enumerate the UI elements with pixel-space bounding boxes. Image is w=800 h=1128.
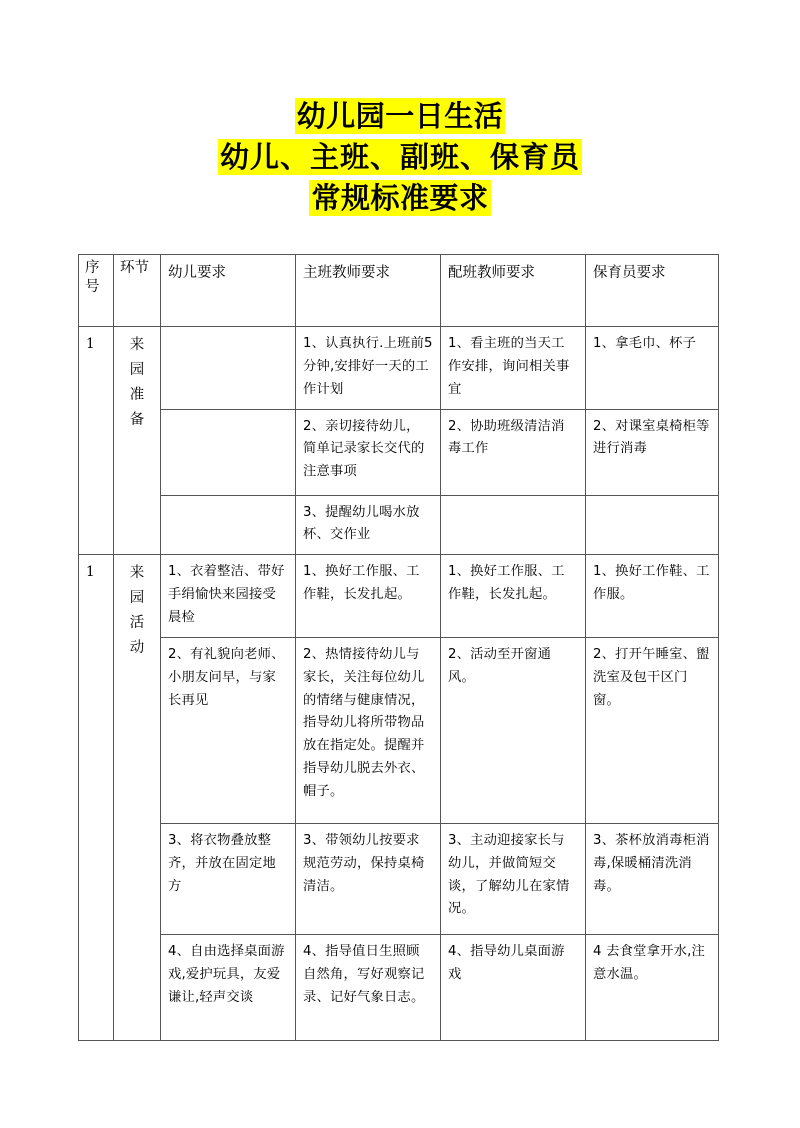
- table-row: [79, 409, 719, 495]
- table-row: [79, 637, 719, 823]
- title-line-2-text: 幼儿、主班、副班、保育员: [219, 140, 580, 175]
- title-line-1-text: 幼儿园一日生活: [296, 99, 504, 133]
- cell-main-teacher: 2、热情接待幼儿与家长，关注每位幼儿的情绪与健康情况，指导幼儿将所带物品放在指定处。提醒并指导幼儿脱去外衣、帽子。: [296, 637, 441, 823]
- column-header-seq: 序号: [79, 255, 114, 327]
- section-seq-cell: 1: [79, 555, 114, 1041]
- cell-child: 2、有礼貌向老师、小朋友问早，与家长再见: [161, 637, 296, 823]
- section-stage-label: 来园准备: [129, 337, 145, 428]
- cell-assistant-teacher: 1、换好工作服、工作鞋，长发扎起。: [441, 555, 586, 638]
- document-title: [0, 0, 800, 220]
- cell-main-teacher: 4、指导值日生照顾自然角，写好观察记录、记好气象日志。: [296, 934, 441, 1040]
- cell-main-teacher: 3、带领幼儿按要求规范劳动，保持桌椅清洁。: [296, 823, 441, 934]
- cell-main-teacher: 3、提醒幼儿喝水放杯、交作业: [296, 495, 441, 555]
- cell-main-teacher: 1、认真执行.上班前5 分钟,安排好一天的工作计划: [296, 327, 441, 410]
- section-seq-cell: 1: [79, 327, 114, 555]
- column-header-main-teacher: 主班教师要求: [296, 255, 441, 327]
- routine-standards-table: [78, 254, 719, 1041]
- cell-assistant-teacher: [441, 495, 586, 555]
- cell-main-teacher: 1、换好工作服、工作鞋，长发扎起。: [296, 555, 441, 638]
- title-line-2: [0, 137, 800, 178]
- section-stage-cell: [114, 555, 161, 1041]
- cell-main-teacher: 2、亲切接待幼儿，简单记录家长交代的注意事项: [296, 409, 441, 495]
- table-row: [79, 555, 719, 638]
- cell-nurse: 2、打开午睡室、盥洗室及包干区门窗。: [586, 637, 719, 823]
- table-header-row: [79, 255, 719, 327]
- cell-nurse: 1、换好工作鞋、工作服。: [586, 555, 719, 638]
- cell-child: 3、将衣物叠放整齐，并放在固定地方: [161, 823, 296, 934]
- cell-nurse: 3、茶杯放消毒柜消毒,保暖桶清洗消毒。: [586, 823, 719, 934]
- title-line-1: [0, 96, 800, 137]
- section-stage-cell: [114, 327, 161, 555]
- cell-assistant-teacher: 3、主动迎接家长与幼儿，并做简短交谈，了解幼儿在家情况。: [441, 823, 586, 934]
- title-line-3-text: 常规标准要求: [311, 181, 489, 216]
- cell-child: [161, 495, 296, 555]
- column-header-nurse: 保育员要求: [586, 255, 719, 327]
- cell-nurse: [586, 495, 719, 555]
- table-row: [79, 327, 719, 410]
- routine-standards-table-wrapper: [78, 254, 718, 1041]
- title-line-3: [0, 178, 800, 219]
- table-row: [79, 934, 719, 1040]
- cell-assistant-teacher: 2、协助班级清洁消毒工作: [441, 409, 586, 495]
- table-row: [79, 823, 719, 934]
- cell-nurse: 4 去食堂拿开水,注意水温。: [586, 934, 719, 1040]
- cell-assistant-teacher: 2、活动至开窗通风。: [441, 637, 586, 823]
- cell-child: 4、自由选择桌面游戏,爱护玩具，友爱谦让,轻声交谈: [161, 934, 296, 1040]
- cell-nurse: 1、拿毛巾、杯子: [586, 327, 719, 410]
- cell-assistant-teacher: 1、看主班的当天工作安排，询问相关事宜: [441, 327, 586, 410]
- column-header-child: 幼儿要求: [161, 255, 296, 327]
- cell-child: 1、衣着整洁、带好手绢愉快来园接受晨检: [161, 555, 296, 638]
- section-stage-label: 来园活动: [129, 565, 145, 657]
- cell-child: [161, 327, 296, 410]
- cell-nurse: 2、对课室桌椅柜等进行消毒: [586, 409, 719, 495]
- table-row: [79, 495, 719, 555]
- column-header-stage: 环节: [114, 255, 161, 327]
- cell-assistant-teacher: 4、指导幼儿桌面游戏: [441, 934, 586, 1040]
- column-header-assistant-teacher: 配班教师要求: [441, 255, 586, 327]
- cell-child: [161, 409, 296, 495]
